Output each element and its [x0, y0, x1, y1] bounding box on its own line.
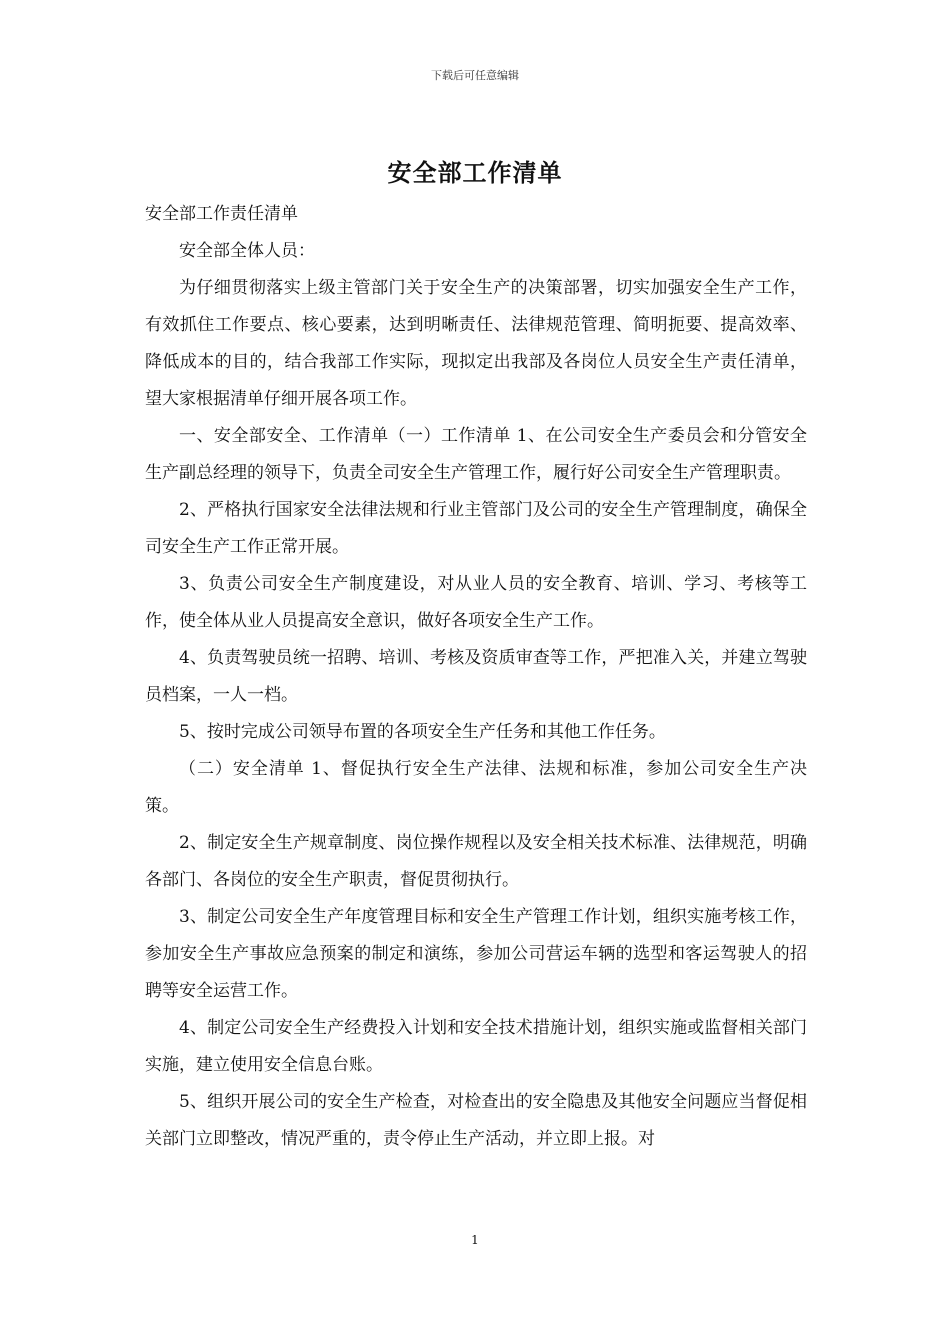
- paragraph-item: 5、组织开展公司的安全生产检查，对检查出的安全隐患及其他安全问题应当督促相关部门立即整改，情况严重的，责令停止生产活动，并立即上报。对: [145, 1092, 807, 1149]
- paragraph-item: 3、负责公司安全生产制度建设，对从业人员的安全教育、培训、学习、考核等工作，使全体从业人员提高安全意识，做好各项安全生产工作。: [145, 574, 807, 631]
- page-header-note: 下载后可任意编辑: [431, 69, 519, 82]
- paragraph-salutation: 安全部全体人员：: [179, 241, 315, 261]
- document-title: 安全部工作清单: [387, 158, 563, 187]
- paragraph-item: 2、制定安全生产规章制度、岗位操作规程以及安全相关技术标准、法律规范，明确各部门、各岗位的安全生产职责，督促贯彻执行。: [145, 833, 807, 890]
- page-number: 1: [471, 1233, 479, 1247]
- paragraph-item: 3、制定公司安全生产年度管理目标和安全生产管理工作计划，组织实施考核工作，参加安全生产事故应急预案的制定和演练，参加公司营运车辆的选型和客运驾驶人的招聘等安全运营工作。: [145, 907, 807, 1001]
- paragraph-item: 5、按时完成公司领导布置的各项安全生产任务和其他工作任务。: [179, 722, 666, 742]
- paragraph-intro: 为仔细贯彻落实上级主管部门关于安全生产的决策部署，切实加强安全生产工作，有效抓住工作要点、核心要素，达到明晰责任、法律规范管理、简明扼要、提高效率、降低成本的目的，结合我部工作实际，现拟定出我部及各岗位人员安全生产责任清单，望大家根据清单仔细开展各项工作。: [145, 278, 807, 409]
- paragraph-item: 4、负责驾驶员统一招聘、培训、考核及资质审查等工作，严把准入关，并建立驾驶员档案，一人一档。: [145, 648, 807, 705]
- document-body: [145, 196, 807, 1158]
- paragraph-subtitle: 安全部工作责任清单: [145, 204, 298, 224]
- paragraph-item: 2、严格执行国家安全法律法规和行业主管部门及公司的安全生产管理制度，确保全司安全生产工作正常开展。: [145, 500, 807, 557]
- paragraph-section-1: 一、安全部安全、工作清单（一）工作清单 1、在公司安全生产委员会和分管安全生产副总经理的领导下，负责全司安全生产管理工作，履行好公司安全生产管理职责。: [145, 426, 807, 483]
- paragraph-item: 4、制定公司安全生产经费投入计划和安全技术措施计划，组织实施或监督相关部门实施，建立使用安全信息台账。: [145, 1018, 807, 1075]
- paragraph-section-2: （二）安全清单 1、督促执行安全生产法律、法规和标准，参加公司安全生产决策。: [145, 759, 807, 816]
